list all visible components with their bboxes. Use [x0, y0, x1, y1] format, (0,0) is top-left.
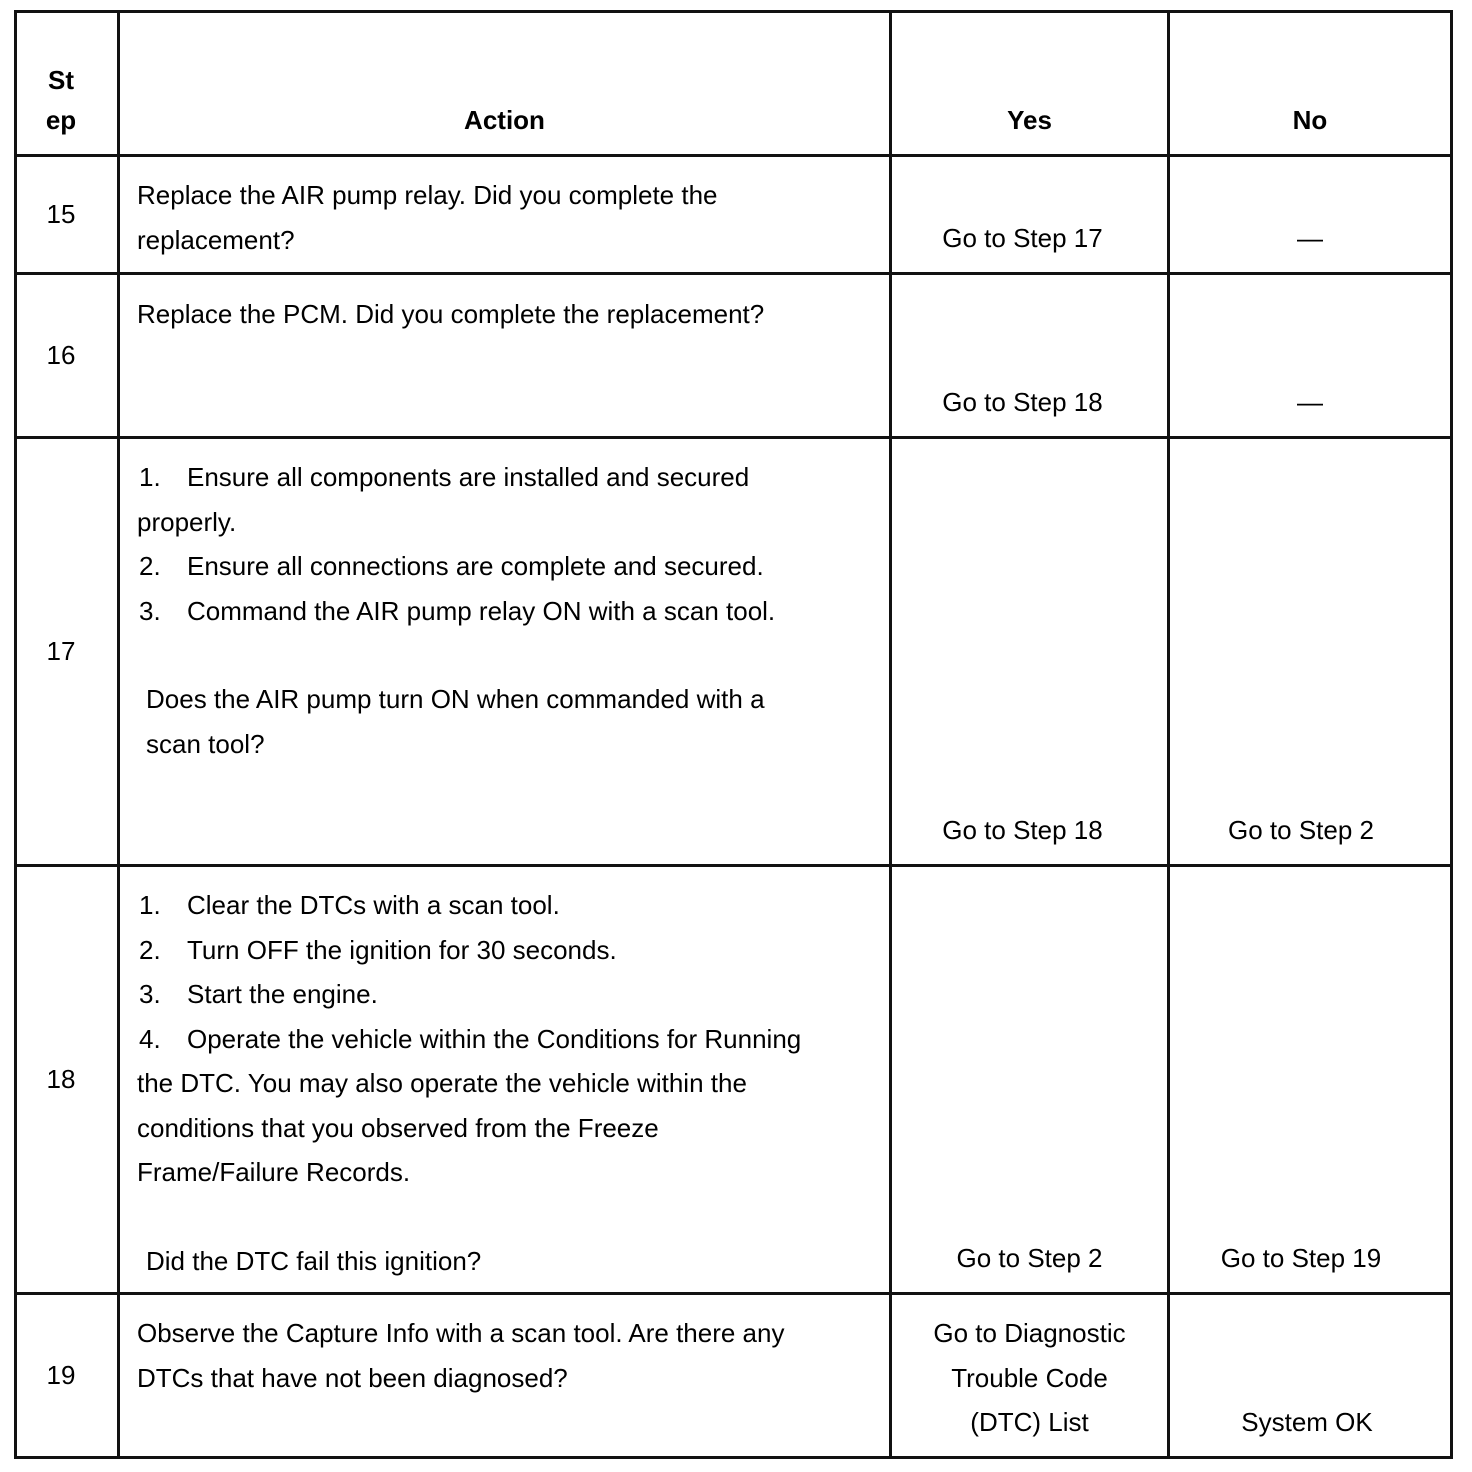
header-step — [16, 12, 119, 156]
yes-cell: Go to Step 17 — [891, 156, 1169, 274]
list-item-text: Ensure all connections are complete and secured. — [187, 551, 764, 581]
header-step-label: St ep — [45, 65, 77, 135]
diagnostic-table — [14, 10, 1453, 1459]
list-item-number: 1. — [139, 890, 161, 920]
header-row — [16, 12, 1452, 156]
list-item — [137, 544, 777, 589]
table-row-step-16 — [16, 274, 1452, 438]
action-text: Observe the Capture Info with a scan tool. Are there any DTCs that have not been diagnosed? — [137, 1318, 785, 1393]
no-cell — [1169, 274, 1452, 438]
list-item-text: Start the engine. — [187, 979, 378, 1009]
no-cell — [1169, 156, 1452, 274]
step-number: 16 — [16, 274, 119, 438]
yes-cell: Go to Step 18 — [891, 274, 1169, 438]
step-number: 18 — [16, 866, 119, 1294]
yes-answer: Go to Diagnostic Trouble Code (DTC) List — [933, 1318, 1126, 1437]
list-item-number: 4. — [139, 1023, 161, 1054]
list-item-text: Ensure all components are installed and secured properly. — [137, 462, 750, 537]
list-item-number: 1. — [139, 462, 161, 492]
action-cell — [119, 438, 891, 866]
action-cell — [119, 156, 891, 274]
no-answer: — — [1297, 386, 1323, 417]
list-item — [137, 972, 827, 1017]
step-number: 17 — [16, 438, 119, 866]
step-number: 15 — [16, 156, 119, 274]
action-cell — [119, 866, 891, 1294]
list-item — [137, 928, 827, 973]
action-text: Replace the AIR pump relay. Did you complete the replacement? — [137, 180, 718, 255]
list-item — [137, 1017, 827, 1195]
list-item-number: 3. — [139, 595, 161, 626]
list-item-number: 2. — [139, 934, 161, 965]
header-action: Action — [119, 12, 891, 156]
list-item — [137, 589, 777, 634]
table-row-step-17 — [16, 438, 1452, 866]
action-question: Did the DTC fail this ignition? — [146, 1245, 482, 1276]
list-item-text: Clear the DTCs with a scan tool. — [187, 890, 560, 920]
yes-cell: Go to Step 2 — [891, 866, 1169, 1294]
action-question: Does the AIR pump turn ON when commanded with a scan tool? — [146, 684, 765, 759]
yes-cell: Go to Step 18 — [891, 438, 1169, 866]
no-cell: System OK — [1169, 1294, 1452, 1458]
step-number: 19 — [16, 1294, 119, 1458]
action-text: Replace the PCM. Did you complete the replacement? — [137, 299, 765, 329]
header-no: No — [1169, 12, 1452, 156]
header-yes: Yes — [891, 12, 1169, 156]
list-item — [137, 455, 777, 544]
action-steps-list — [137, 883, 827, 1195]
table-row-step-15 — [16, 156, 1452, 274]
no-cell: Go to Step 2 — [1169, 438, 1452, 866]
table-row-step-19 — [16, 1294, 1452, 1458]
list-item-number: 2. — [139, 551, 161, 581]
action-steps-list — [137, 455, 777, 633]
list-item-text: Turn OFF the ignition for 30 seconds. — [187, 934, 617, 965]
table-row-step-18 — [16, 866, 1452, 1294]
list-item-text: Command the AIR pump relay ON with a scan tool. — [187, 595, 776, 626]
no-answer: — — [1297, 222, 1323, 253]
yes-cell — [891, 1294, 1169, 1458]
list-item-number: 3. — [139, 979, 161, 1009]
list-item — [137, 883, 827, 928]
action-cell — [119, 274, 891, 438]
list-item-text: Operate the vehicle within the Conditions for Running the DTC. You may also operate the vehicle within the conditions that you observed from the Freeze Frame/Failure Records. — [137, 1023, 802, 1187]
action-cell — [119, 1294, 891, 1458]
no-cell: Go to Step 19 — [1169, 866, 1452, 1294]
